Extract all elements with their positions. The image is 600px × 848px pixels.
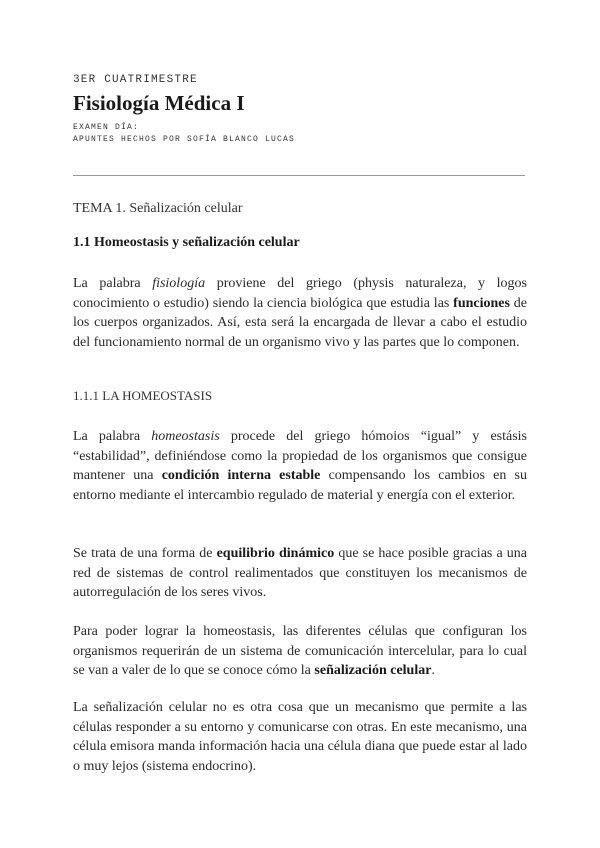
header-divider	[73, 175, 525, 176]
p3-bold-equilibrio: equilibrio dinámico	[216, 546, 335, 561]
p1-text-3: de los cuerpos organizados. Así, esta será la encargada de llevar a cabo el estudio del funcionamiento normal de un organismo vivo y las partes que lo componen.	[73, 295, 527, 350]
p1-text-2: proviene del griego (physis naturaleza, y logos conocimiento o estudio) siendo la ciencia biológica que estudia las	[73, 276, 527, 311]
p2-text-2: procede del griego hómoios “igual” y estásis “estabilidad”, definiéndose como la propiedad de los organismos que consigue mantener una	[73, 429, 527, 483]
topic-heading: TEMA 1. Señalización celular	[73, 201, 243, 216]
p1-emphasis-fisiologia: fisiología	[152, 276, 206, 291]
paragraph-homeostasis	[73, 427, 527, 505]
notes-author-label: APUNTES HECHOS POR SOFÍA BLANCO LUCAS	[73, 135, 296, 144]
p4-bold-senalizacion: señalización celular	[314, 663, 432, 678]
exam-day-label: EXAMEN DÍA:	[73, 123, 140, 132]
paragraph-dynamic-equilibrium	[73, 544, 527, 603]
p4-text-2: .	[431, 663, 435, 678]
semester-label: 3ER CUATRIMESTRE	[73, 74, 198, 86]
p2-emphasis-homeostasis: homeostasis	[151, 429, 220, 444]
paragraph-cell-signaling	[73, 698, 527, 776]
p2-bold-condicion: condición interna estable	[161, 468, 321, 483]
section-heading-1-1-1: 1.1.1 LA HOMEOSTASIS	[73, 388, 213, 403]
p1-text-1: La palabra	[73, 276, 153, 291]
document-title: Fisiología Médica I	[73, 91, 245, 115]
p3-text-1: Se trata de una forma de	[73, 546, 217, 561]
paragraph-physiology	[73, 274, 527, 352]
section-heading-1-1: 1.1 Homeostasis y señalización celular	[73, 235, 300, 250]
p2-text-1: La palabra	[73, 429, 152, 444]
p3-text-2: que se hace posible gracias a una red de sistemas de control realimentados que constituyen los mecanismos de autorregulación de los seres vivos.	[73, 546, 527, 600]
p5-text-1: La señalización celular no es otra cosa que un mecanismo que permite a las células responder a su entorno y comunicarse con otras. En este mecanismo, una célula emisora manda información hacia una célula diana que puede estar al lado o muy lejos (sistema endocrino).	[73, 700, 527, 774]
p1-bold-funciones: funciones	[453, 295, 510, 311]
paragraph-cell-communication	[73, 622, 527, 681]
p4-text-1: Para poder lograr la homeostasis, las diferentes células que configuran los organismos requerirán de un sistema de comunicación intercelular, para lo cual se van a valer de lo que se conoce cómo la	[73, 624, 527, 678]
p2-text-3: compensando los cambios en su entorno mediante el intercambio regulado de material y energía con el exterior.	[73, 468, 527, 503]
